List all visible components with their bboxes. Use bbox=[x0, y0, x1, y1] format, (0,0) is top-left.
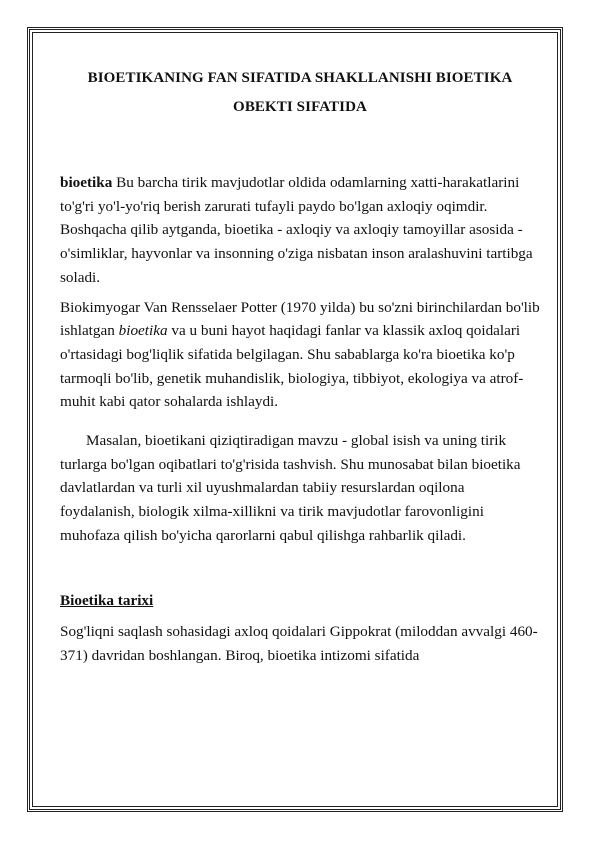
paragraph-potter-before: Biokimyogar Van Rensselaer Potter (1970 yilda) bu so'zni birinchilardan bo'lib ishlatgan bbox=[60, 298, 540, 340]
paragraph-potter-italic-term: bioetika bbox=[118, 322, 168, 340]
section-heading-history: Bioetika tarixi bbox=[60, 591, 154, 609]
paragraph-definition-text: Bu barcha tirik mavjudotlar oldida odamlarning xatti-harakatlarini to'g'ri yo'l-yo'riq berish zarurati tufayli paydo bo'lgan axloqiy oqimdir. Boshqacha qilib aytganda, bioetika - axloqiy va axloqiy tamoyillar asosida - o'simliklar, hayvonlar va insonning o'ziga nisbatan inson aralashuvini tartibga soladi. bbox=[60, 174, 533, 286]
paragraph-history: Sog'liqni saqlash sohasidagi axloq qoidalari Gippokrat (miloddan avvalgi 460-371) davridan boshlangan. Biroq, bioetika intizomi sifatida bbox=[60, 623, 538, 664]
document-title: BIOETIKANING FAN SIFATIDA SHAKLLANISHI BIOETIKA OBEKTI SIFATIDA bbox=[87, 70, 513, 115]
term-bioetika: bioetika bbox=[60, 174, 113, 191]
document-body bbox=[60, 64, 540, 668]
paragraph-potter-after: va u buni hayot haqidagi fanlar va klassik axloq qoidalari o'rtasidagi bog'liqlik sifatida belgilagan. Shu sabablarga ko'ra bioetika ko'p tarmoqli bo'lib, genetik muhandislik, biologiya, tibbiyot, ekologiya va atrof-muhit kabi qator sohalarda ishlaydi. bbox=[60, 322, 524, 411]
paragraph-example: Masalan, bioetikani qiziqtiradigan mavzu - global isish va uning tirik turlarga bo'lgan oqibatlari to'g'risida tashvish. Shu munosabat bilan bioetika davlatlardan va turli xil uyushmalardan tabiiy resurslardan oqilona foydalanish, biologik xilma-xillikni va tirik mavjudotlar farovonligini muhofaza qilish bo'yicha qarorlarni qabul qilishga rahbarlik qiladi. bbox=[60, 432, 521, 544]
paragraph-definition bbox=[60, 171, 540, 290]
paragraph-potter bbox=[60, 296, 540, 415]
